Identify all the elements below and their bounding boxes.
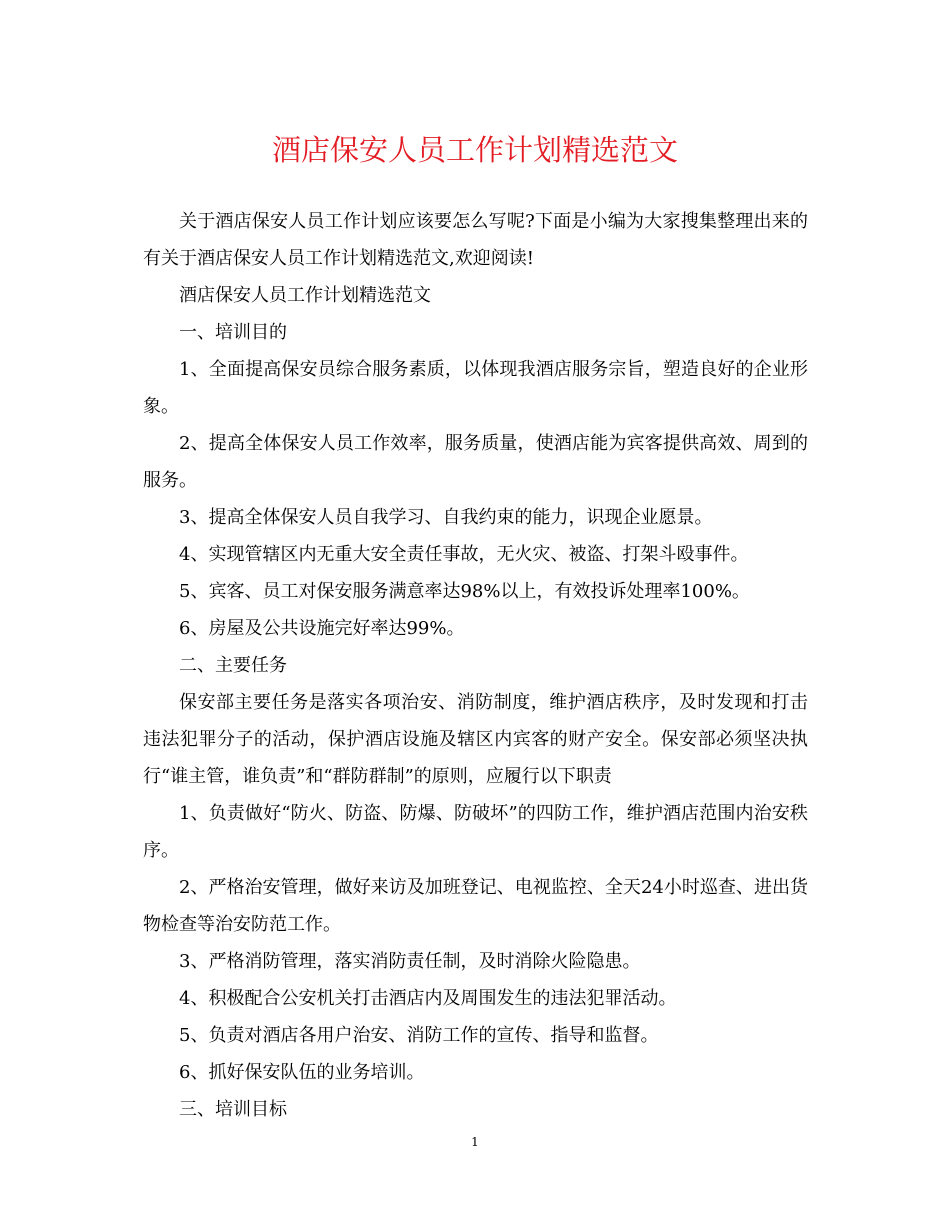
- paragraph-subtitle: 酒店保安人员工作计划精选范文: [179, 285, 431, 306]
- list-item: 2、提高全体保安人员工作效率，服务质量，使酒店能为宾客提供高效、周到的服务。: [143, 433, 808, 491]
- document-title: 酒店保安人员工作计划精选范文: [271, 133, 678, 167]
- section-heading-main-tasks: 二、主要任务: [179, 655, 287, 676]
- list-item: 3、严格消防管理，落实消防责任制，及时消除火险隐患。: [179, 951, 641, 972]
- list-item: 4、积极配合公安机关打击酒店内及周围发生的违法犯罪活动。: [179, 988, 677, 1009]
- list-item: 3、提高全体保安人员自我学习、自我约束的能力，识现企业愿景。: [179, 507, 713, 528]
- list-item: 5、负责对酒店各用户治安、消防工作的宣传、指导和监督。: [179, 1025, 659, 1046]
- list-item: 4、实现管辖区内无重大安全责任事故，无火灾、被盗、打架斗殴事件。: [179, 544, 749, 565]
- list-item: 1、负责做好“防火、防盗、防爆、防破坏”的四防工作，维护酒店范围内治安秩序。: [143, 803, 808, 861]
- list-item: 6、房屋及公共设施完好率达99%。: [179, 618, 465, 639]
- section-heading-training-purpose: 一、培训目的: [179, 322, 287, 343]
- list-item: 2、严格治安管理，做好来访及加班登记、电视监控、全天24小时巡查、进出货物检查等治安防范工作。: [143, 877, 808, 935]
- paragraph-main-tasks: 保安部主要任务是落实各项治安、消防制度，维护酒店秩序，及时发现和打击违法犯罪分子的活动，保护酒店设施及辖区内宾客的财产安全。保安部必须坚决执行“谁主管，谁负责”和“群防群制”的原则，应履行以下职责: [143, 692, 808, 787]
- list-item: 5、宾客、员工对保安服务满意率达98%以上，有效投诉处理率100%。: [179, 581, 750, 602]
- page-number: 1: [471, 1135, 479, 1149]
- list-item: 1、全面提高保安员综合服务素质，以体现我酒店服务宗旨，塑造良好的企业形象。: [143, 359, 808, 417]
- paragraph-intro: 关于酒店保安人员工作计划应该要怎么写呢?下面是小编为大家搜集整理出来的有关于酒店保安人员工作计划精选范文,欢迎阅读!: [143, 211, 808, 269]
- section-heading-training-goals: 三、培训目标: [179, 1099, 287, 1120]
- list-item: 6、抓好保安队伍的业务培训。: [179, 1062, 425, 1083]
- document-body: [143, 203, 808, 1128]
